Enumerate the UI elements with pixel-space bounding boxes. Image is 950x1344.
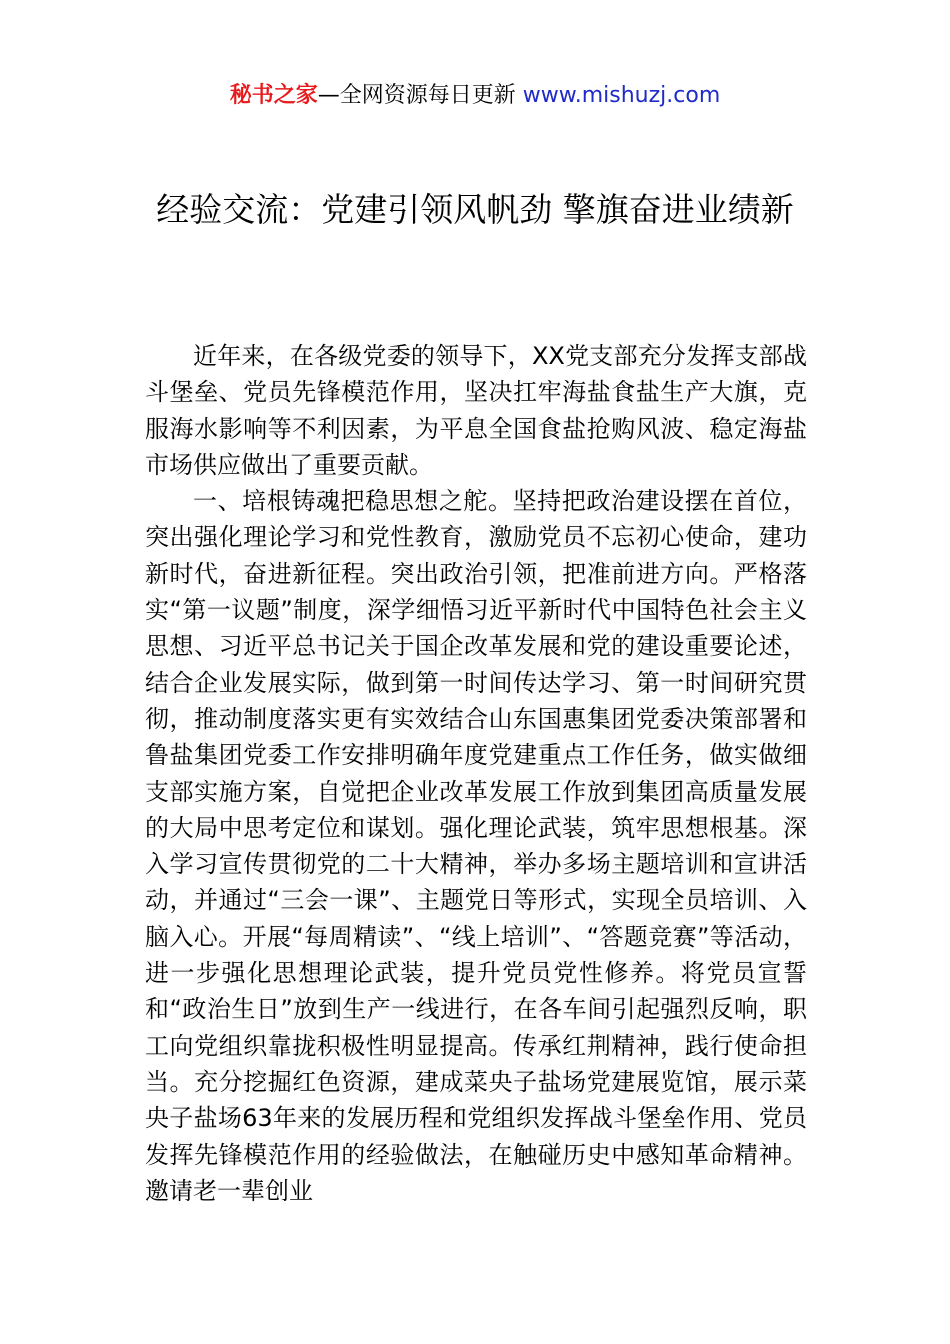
site-header	[0, 80, 950, 112]
header-tagline: —全网资源每日更新	[317, 83, 523, 108]
paragraph-intro: 近年来，在各级党委的领导下，XX党支部充分发挥支部战斗堡垒、党员先锋模范作用，坚决扛牢海盐食盐生产大旗，克服海水影响等不利因素，为平息全国食盐抢购风波、稳定海盐市场供应做出了重要贡献。	[145, 342, 807, 479]
paragraph-section-one: 一、培根铸魂把稳思想之舵。坚持把政治建设摆在首位，突出强化理论学习和党性教育，激励党员不忘初心使命，建功新时代，奋进新征程。突出政治引领，把准前进方向。严格落实“第一议题”制度，深学细悟习近平新时代中国特色社会主义思想、习近平总书记关于国企改革发展和党的建设重要论述，结合企业发展实际，做到第一时间传达学习、第一时间研究贯彻，推动制度落实更有实效结合山东国惠集团党委决策部署和鲁盐集团党委工作安排明确年度党建重点工作任务，做实做细支部实施方案，自觉把企业改革发展工作放到集团高质量发展的大局中思考定位和谋划。强化理论武装，筑牢思想根基。深入学习宣传贯彻党的二十大精神，举办多场主题培训和宣讲活动，并通过“三会一课”、主题党日等形式，实现全员培训、入脑入心。开展“每周精读”、“线上培训”、“答题竞赛”等活动，进一步强化思想理论武装，提升党员党性修养。将党员宣誓和“政治生日”放到生产一线进行，在各车间引起强烈反响，职工向党组织靠拢积极性明显提高。传承红荆精神，践行使命担当。充分挖掘红色资源，建成菜央子盐场党建展览馆，展示菜央子盐场63年来的发展历程和党组织发挥战斗堡垒作用、党员发挥先锋模范作用的经验做法，在触碰历史中感知革命精神。邀请老一辈创业	[145, 487, 807, 1205]
brand-name: 秘书之家	[229, 83, 318, 108]
site-url-link[interactable]: www.mishuzj.com	[522, 83, 721, 108]
document-body	[145, 338, 807, 1209]
document-title: 经验交流：党建引领风帆劲 擎旗奋进业绩新	[156, 190, 794, 230]
